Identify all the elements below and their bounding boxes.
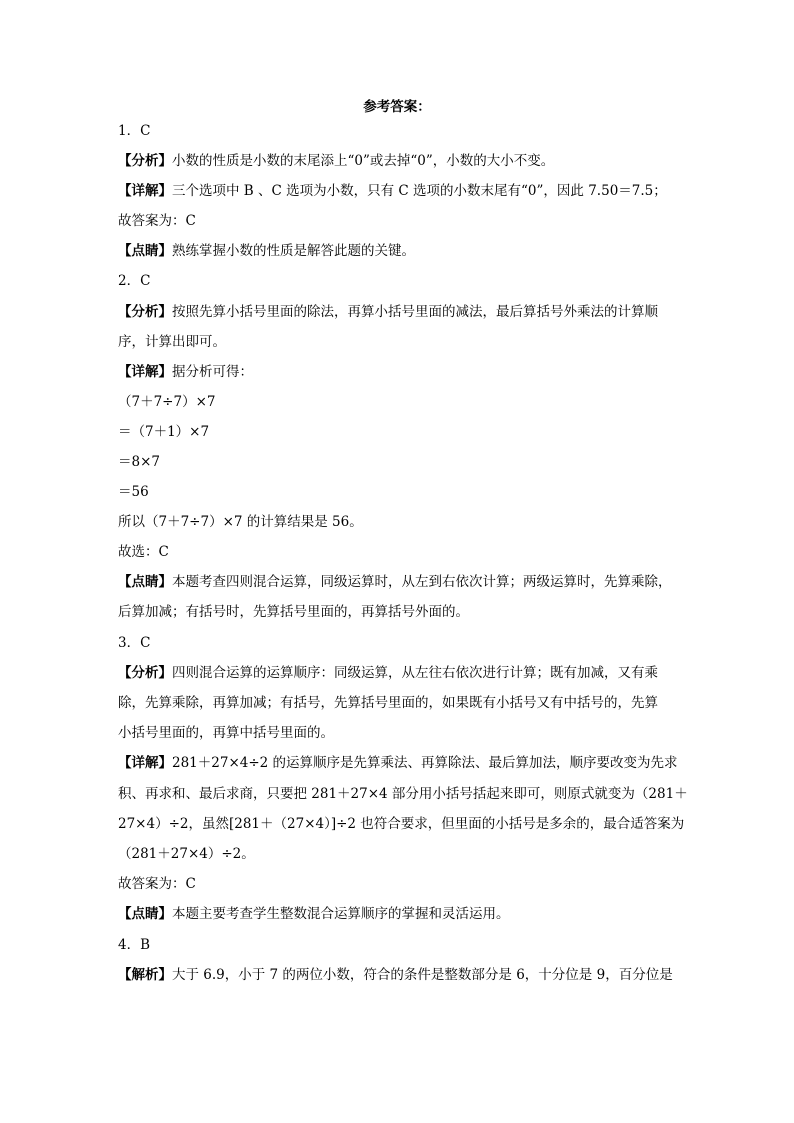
text-line	[118, 452, 688, 472]
text-line	[118, 723, 688, 743]
line-text: 本题主要考查学生整数混合运算顺序的掌握和灵活运用。	[172, 906, 510, 922]
line-text: 27×4）÷2，虽然[281＋（27×4）]÷2 也符合要求，但里面的小括号是多余的，最合适答案为	[118, 816, 685, 832]
line-text: ＝（7＋1）×7	[118, 424, 210, 440]
text-line	[118, 512, 688, 532]
line-text: 按照先算小括号里面的除法，再算小括号里面的减法，最后算括号外乘法的计算顺	[172, 304, 658, 320]
section-tag: 【点睛】	[118, 906, 172, 922]
line-text: 281＋27×4÷2 的运算顺序是先算乘法、再算除法、最后算加法，顺序要改变为先求	[172, 755, 678, 771]
line-text: 后算加减；有括号时，先算括号里面的，再算括号外面的。	[118, 604, 469, 620]
section-tag: 【分析】	[118, 665, 172, 681]
line-text: 三个选项中 B 、C 选项为小数，只有 C 选项的小数末尾有“0”，因此 7.50＝7.5；	[172, 183, 667, 199]
line-text: 熟练掌握小数的性质是解答此题的关键。	[172, 243, 415, 259]
line-text: （281＋27×4）÷2。	[118, 846, 255, 862]
text-line	[118, 935, 688, 955]
text-line	[118, 784, 688, 804]
line-text: 所以（7＋7÷7）×7 的计算结果是 56。	[118, 514, 363, 530]
line-text: 2．C	[118, 273, 151, 289]
text-line	[118, 302, 688, 322]
text-line	[118, 362, 688, 382]
text-line	[118, 844, 688, 864]
text-line	[118, 663, 688, 683]
section-tag: 【详解】	[118, 364, 172, 380]
text-line	[118, 241, 688, 261]
text-line	[118, 332, 688, 352]
line-text: 据分析可得：	[172, 364, 253, 380]
text-line	[118, 904, 688, 924]
text-line	[118, 602, 688, 622]
section-tag: 【分析】	[118, 304, 172, 320]
section-tag: 【分析】	[118, 153, 172, 169]
section-tag: 【详解】	[118, 755, 172, 771]
text-line	[118, 181, 688, 201]
section-tag: 【点睛】	[118, 574, 172, 590]
text-line	[118, 633, 688, 653]
text-line	[118, 542, 688, 562]
section-tag: 【解析】	[118, 967, 172, 983]
text-line	[118, 874, 688, 894]
line-text: 小括号里面的，再算中括号里面的。	[118, 725, 334, 741]
text-line	[118, 151, 688, 171]
line-text: 1．C	[118, 123, 151, 139]
section-tag: 【详解】	[118, 183, 172, 199]
line-text: 大于 6.9，小于 7 的两位小数，符合的条件是整数部分是 6，十分位是 9，百分位是	[172, 967, 673, 983]
text-line	[118, 482, 688, 502]
text-line	[118, 211, 688, 231]
line-text: ＝8×7	[118, 454, 160, 470]
page-title: 参考答案：	[363, 99, 431, 115]
text-line	[118, 422, 688, 442]
section-tag: 【点睛】	[118, 243, 172, 259]
text-line	[118, 121, 688, 141]
line-text: 3．C	[118, 635, 151, 651]
line-text: 故答案为：C	[118, 213, 196, 229]
line-text: （7＋7÷7）×7	[118, 394, 216, 410]
line-text: 故答案为：C	[118, 876, 196, 892]
line-text: 积、再求和、最后求商，只要把 281＋27×4 部分用小括号括起来即可，则原式就变为（281＋	[118, 786, 688, 802]
line-text: 本题考查四则混合运算，同级运算时，从左到右依次计算；两级运算时，先算乘除，	[172, 574, 672, 590]
text-line	[118, 392, 688, 412]
line-text: 小数的性质是小数的末尾添上“0”或去掉“0”，小数的大小不变。	[172, 153, 555, 169]
line-text: 除，先算乘除，再算加减；有括号，先算括号里面的，如果既有小括号又有中括号的，先算	[118, 695, 658, 711]
text-line	[118, 572, 688, 592]
line-text: 序，计算出即可。	[118, 334, 226, 350]
text-line	[118, 814, 688, 834]
text-line	[118, 965, 688, 985]
text-line	[118, 693, 688, 713]
line-text: 故选：C	[118, 544, 169, 560]
text-line	[118, 753, 688, 773]
line-text: 四则混合运算的运算顺序：同级运算，从左往右依次进行计算；既有加减，又有乘	[172, 665, 658, 681]
line-text: ＝56	[118, 484, 149, 500]
line-text: 4．B	[118, 937, 151, 953]
text-line	[118, 271, 688, 291]
